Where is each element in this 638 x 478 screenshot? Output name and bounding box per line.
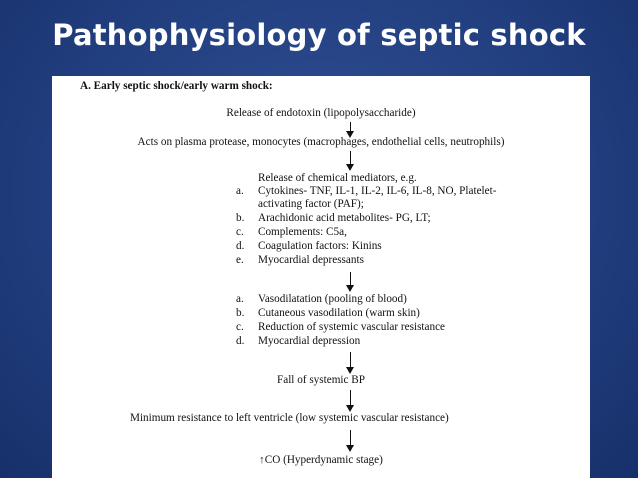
arrow-down-icon (346, 430, 356, 452)
list-text: Vasodilatation (pooling of blood) (258, 293, 407, 305)
list-letter: c. (236, 321, 244, 333)
list-text: Complements: C5a, (258, 226, 347, 238)
list-text: Coagulation factors: Kinins (258, 240, 382, 252)
slide-title: Pathophysiology of septic shock (52, 18, 586, 52)
list-letter: e. (236, 254, 244, 266)
list-text: Cutaneous vasodilation (warm skin) (258, 307, 420, 319)
mediators-heading: Release of chemical mediators, e.g. (258, 172, 417, 184)
arrow-down-icon (346, 272, 356, 292)
flowchart-panel (52, 76, 590, 478)
list-text-continued: activating factor (PAF); (258, 198, 364, 210)
step-fall-bp: Fall of systemic BP (277, 374, 365, 386)
list-text: Myocardial depressants (258, 254, 364, 266)
arrow-down-icon (346, 390, 356, 412)
list-letter: a. (236, 293, 244, 305)
list-letter: b. (236, 307, 245, 319)
section-title: A. Early septic shock/early warm shock: (80, 80, 273, 92)
list-letter: b. (236, 212, 245, 224)
list-text: Arachidonic acid metabolites- PG, LT; (258, 212, 431, 224)
list-letter: d. (236, 240, 245, 252)
step-min-resistance: Minimum resistance to left ventricle (low systemic vascular resistance) (130, 412, 449, 424)
list-letter: c. (236, 226, 244, 238)
arrow-down-icon (346, 352, 356, 374)
list-text: Cytokines- TNF, IL-1, IL-2, IL-6, IL-8, NO, Platelet- (258, 185, 497, 197)
step-plasma-protease: Acts on plasma protease, monocytes (macrophages, endothelial cells, neutrophils) (137, 136, 505, 148)
list-letter: d. (236, 335, 245, 347)
list-text: Myocardial depression (258, 335, 361, 347)
step-hyperdynamic: ↑CO (Hyperdynamic stage) (259, 454, 383, 466)
list-text: Reduction of systemic vascular resistance (258, 321, 446, 333)
step-endotoxin-release: Release of endotoxin (lipopolysaccharide) (226, 107, 416, 119)
arrow-down-icon (346, 151, 356, 171)
list-letter: a. (236, 185, 244, 197)
